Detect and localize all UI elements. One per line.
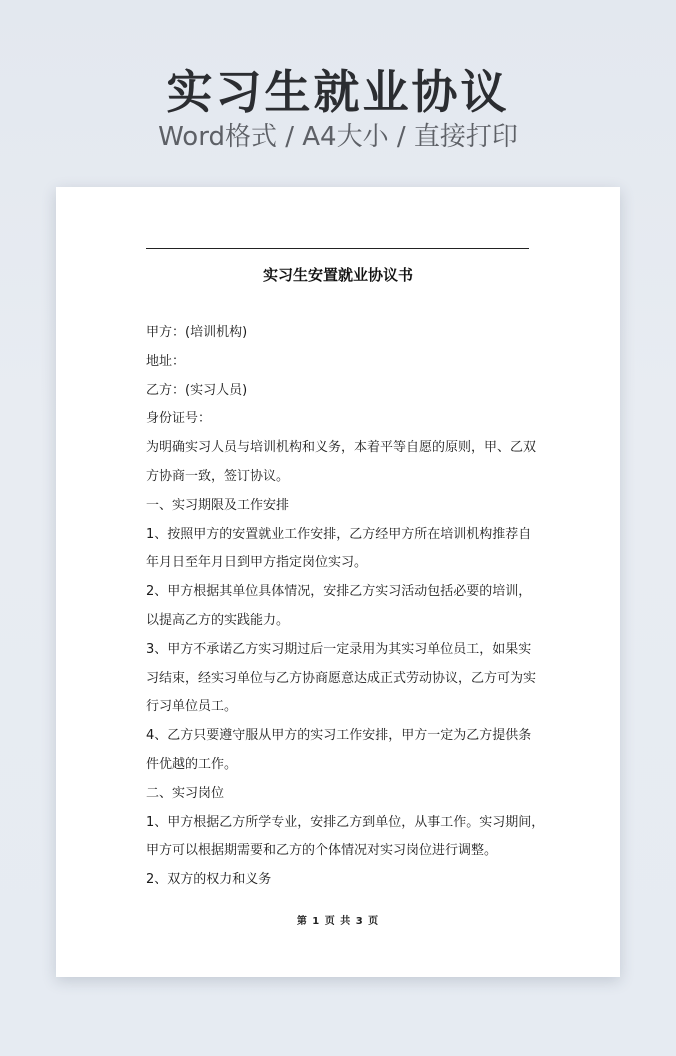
body-line: 4、乙方只要遵守服从甲方的实习工作安排，甲方一定为乙方提供条 — [146, 728, 532, 744]
section-heading: 一、实习期限及工作安排 — [146, 497, 290, 513]
body-line: 以提高乙方的实践能力。 — [146, 612, 290, 628]
document-page — [56, 187, 620, 977]
address-line: 地址： — [146, 353, 186, 369]
id-number-line: 身份证号： — [146, 411, 212, 427]
body-line: 方协商一致，签订协议。 — [146, 468, 290, 484]
party-b-line: 乙方：(实习人员) — [146, 382, 248, 398]
body-line: 为明确实习人员与培训机构和义务，本着平等自愿的原则，甲、乙双 — [146, 440, 537, 456]
body-line: 习结束，经实习单位与乙方协商愿意达成正式劳动协议，乙方可为实 — [146, 670, 537, 686]
body-line: 年月日至年月日到甲方指定岗位实习。 — [146, 555, 368, 571]
page-number-footer: 第 1 页 共 3 页 — [296, 916, 380, 927]
body-line: 3、甲方不承诺乙方实习期过后一定录用为其实习单位员工，如果实 — [146, 641, 532, 657]
banner-title: 实习生就业协议 — [166, 65, 510, 119]
body-line: 1、按照甲方的安置就业工作安排，乙方经甲方所在培训机构推荐自 — [146, 526, 532, 542]
body-line: 2、甲方根据其单位具体情况，安排乙方实习活动包括必要的培训， — [146, 584, 532, 600]
body-line: 行习单位员工。 — [146, 699, 238, 715]
body-line: 件优越的工作。 — [146, 756, 238, 772]
banner-subtitle: Word格式 / A4大小 / 直接打印 — [158, 122, 518, 152]
body-line: 1、甲方根据乙方所学专业，安排乙方到单位，从事工作。实习期间， — [146, 814, 545, 830]
party-a-line: 甲方：(培训机构) — [146, 325, 248, 340]
document-title: 实习生安置就业协议书 — [262, 266, 413, 284]
body-line: 2、双方的权力和义务 — [146, 872, 272, 888]
document-body — [146, 319, 545, 895]
header-rule — [146, 248, 529, 249]
section-heading: 二、实习岗位 — [146, 785, 225, 801]
body-line: 甲方可以根据期需要和乙方的个体情况对实习岗位进行调整。 — [146, 843, 498, 859]
